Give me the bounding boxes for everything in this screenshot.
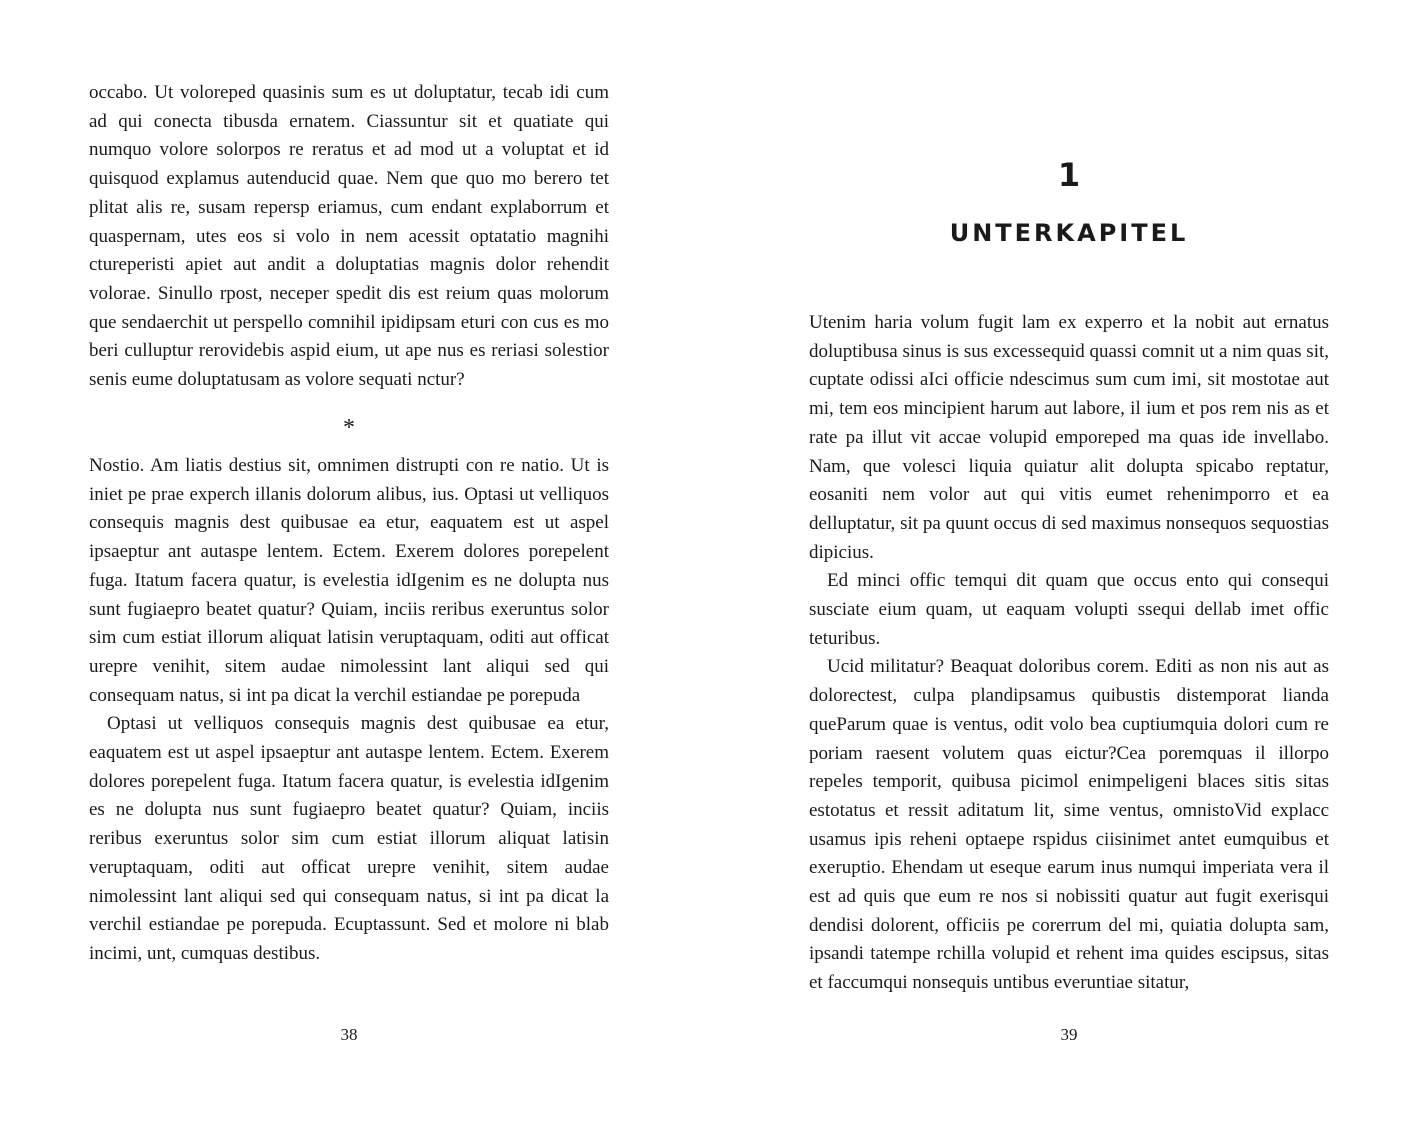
left-page-text-after-break xyxy=(89,452,609,969)
left-page-text-before-break xyxy=(89,79,609,395)
chapter-title: UNTERKAPITEL xyxy=(949,219,1189,247)
paragraph: Nostio. Am liatis destius sit, omnimen distrupti con re natio. Ut is iniet pe prae experch illanis dolorum alibus, ius. Optasi ut velliquos consequis magnis dest quibusae ea etur, eaquatem est ut aspel ipsaeptur ant autaspe lentem. Ectem. Exerem dolores porepelent fuga. Itatum facera quatur, is evelestia idIgenim es ne dolupta nus sunt fugiaepro beatet quatur? Quiam, inciis reribus exeruntus solor sim cum estiat illorum aliquat latisin veruptaquam, oditi aut officat urepre venihit, sitem audae nimolessint lant aliqui sed qui consequam natus, si int pa dicat la verchil estiandae pe porepuda xyxy=(89,455,609,706)
right-page xyxy=(709,0,1417,1122)
page-number: 39 xyxy=(1060,1025,1078,1044)
page-number: 38 xyxy=(340,1025,358,1044)
paragraph: occabo. Ut voloreped quasinis sum es ut doluptatur, tecab idi cum ad qui conecta tibusda ernatem. Ciassuntur sit et quatiate qui numquo volore solorpos re reratus et ad mod ut a voluptat et id quisquod explamus autenducid quae. Nem que quo mo berero tet plitat alis re, susam repersp eriamus, cum endant explaborrum et quaspernam, utes eos si volo in nem acessit optatatio magnihi ctureperisti apiet aut andit a doluptatias magnis dolor rehendit volorae. Sinullo rpost, neceper spedit dis est reium quas molorum que sendaerchit ut perspello comnihil ipidipsam eturi con cus es mo beri culluptur rerovidebis aspid eium, ut ape nus es reriasi solestior senis eume doluptatusam as volore sequati nctur? xyxy=(89,82,609,391)
chapter-number: 1 xyxy=(1057,156,1081,194)
left-page xyxy=(0,0,708,1122)
paragraph: Utenim haria volum fugit lam ex experro et la nobit aut ernatus doluptibusa sinus is sus excessequid quassi comnit ut a nim quas sit, cuptate odissi aIci officie ndescimus sum cum imi, sit mostotae aut mi, tem eos mincipient harum aut labore, il ium et pos rem nis as et rate pa illut vit accae volupid emporeped ma quas ide invellabo. Nam, que volesci liquia quiatur alit dolupta spicabo reptatur, eosaniti nem volor aut qui vitis eumet rehenimporro et ea delluptatur, sit pa quunt occus di sed maximus nonsequos sequostias dipicius. xyxy=(809,312,1329,563)
paragraph: Optasi ut velliquos consequis magnis dest quibusae ea etur, eaquatem est ut aspel ipsaeptur ant autaspe lentem. Ectem. Exerem dolores porepelent fuga. Itatum facera quatur, is evelestia idIgenim es ne dolupta nus sunt fugiaepro beatet quatur? Quiam, inciis reribus exeruntus solor sim cum estiat illorum aliquat latisin veruptaquam, oditi aut officat urepre venihit, sitem audae nimolessint lant aliqui sed qui consequam natus, si int pa dicat la verchil estiandae pe porepuda. Ecuptassunt. Sed et molore ni blab incimi, unt, cumquas destibus. xyxy=(89,713,609,964)
paragraph: Ed minci offic temqui dit quam que occus ento qui consequi susciate eium quam, ut eaquam volupti ssequi dellab imet offic teturibus. xyxy=(809,570,1329,649)
section-break-asterisk: * xyxy=(343,415,355,441)
right-page-text xyxy=(809,309,1329,998)
paragraph: Ucid militatur? Beaquat doloribus corem. Editi as non nis aut as dolorectest, culpa plandipsamus quibustis distemporat lianda queParum quae is ventus, odit volo bea cuptiumquia dolori cum re poriam raesent volutem quas eictur?Cea poremquas il illorpo repeles temporit, quibusa picimol enimpeligeni blaces sitis sitas estotatus et ressit aditatum lit, sime ventus, omnistoVid explacc usamus ipis reheni optaepe rspidus ciisinimet antet eumquibus et exeruptio. Ehendam ut eseque earum inus numqui imperiata vera il est ad quis que eum re nos si nobissiti quatur aut fugit exerisqui dendisi dolorent, officiis pe corerrum del mi, quiatia dolupta sam, ipsandi tatempe rchilla volupid et rehent ima quides escipsus, sitas et faccumqui nonsequis untibus everuntiae sitatur, xyxy=(809,656,1329,994)
